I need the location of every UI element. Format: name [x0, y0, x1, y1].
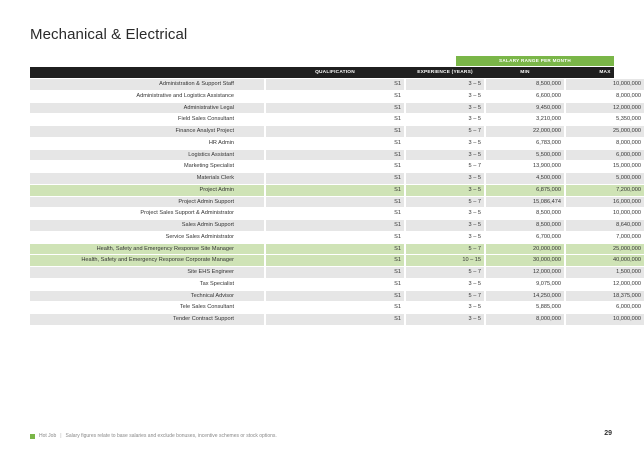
max-salary-cell-text: 7,000,000 [616, 233, 641, 240]
qualification-cell-text: S1 [394, 163, 401, 170]
max-salary-cell-text: 5,000,000 [616, 175, 641, 181]
min-salary-cell [486, 114, 564, 125]
max-salary-cell [566, 91, 644, 102]
min-salary-cell-text: 14,250,000 [533, 292, 561, 299]
qualification-cell [266, 91, 404, 102]
table-row [30, 208, 641, 220]
experience-cell [406, 232, 484, 243]
experience-cell-text: 5 – 7 [468, 128, 481, 134]
qualification-cell-text: S1 [394, 175, 401, 181]
table-row [30, 138, 641, 150]
qualification-cell [266, 255, 404, 266]
max-salary-cell [566, 232, 644, 243]
experience-cell-text: 3 – 5 [468, 92, 481, 99]
job-title-cell [30, 150, 236, 161]
experience-cell [406, 91, 484, 102]
max-salary-cell-text: 1,500,000 [616, 269, 641, 275]
qualification-cell-text: S1 [394, 139, 401, 146]
min-salary-cell-text: 13,900,000 [533, 163, 561, 170]
experience-cell-text: 5 – 7 [468, 292, 481, 299]
job-title-cell [30, 103, 236, 114]
qualification-cell-text: S1 [394, 222, 401, 228]
min-salary-cell [486, 79, 564, 90]
max-salary-cell [566, 244, 644, 255]
min-salary-cell-text: 8,500,000 [536, 81, 561, 87]
max-salary-cell [566, 138, 644, 149]
qualification-cell [266, 314, 404, 325]
table-row [30, 91, 641, 103]
qualification-cell [266, 291, 404, 302]
max-salary-cell-text: 12,000,000 [613, 104, 641, 111]
qualification-cell-text: S1 [394, 104, 401, 111]
job-title-cell [30, 161, 236, 172]
job-title-cell-text: Project Admin [199, 186, 234, 193]
job-title-cell [30, 279, 236, 290]
max-salary-cell [566, 302, 644, 313]
qualification-cell-text: S1 [394, 92, 401, 99]
min-salary-cell [486, 138, 564, 149]
experience-cell [406, 267, 484, 278]
job-title-cell [30, 138, 236, 149]
table-row [30, 150, 641, 162]
salary-range-header: SALARY RANGE PER MONTH [456, 56, 614, 66]
qualification-cell [266, 220, 404, 231]
experience-cell-text: 5 – 7 [468, 198, 481, 205]
experience-cell [406, 185, 484, 196]
max-salary-cell-text: 25,000,000 [613, 128, 641, 134]
experience-cell-text: 3 – 5 [468, 280, 481, 287]
job-title-cell-text: Technical Advisor [190, 292, 234, 299]
qualification-cell [266, 114, 404, 125]
qualification-cell [266, 185, 404, 196]
max-salary-cell [566, 220, 644, 231]
experience-cell [406, 138, 484, 149]
table-row [30, 185, 641, 197]
table-row [30, 232, 641, 244]
experience-cell [406, 103, 484, 114]
min-salary-cell [486, 244, 564, 255]
min-salary-cell-text: 8,000,000 [536, 316, 561, 322]
min-salary-cell [486, 279, 564, 290]
job-title-cell [30, 91, 236, 102]
experience-cell-text: 3 – 5 [468, 81, 481, 87]
job-title-cell-text: Health, Safety and Emergency Response Corporate Manager [81, 257, 234, 264]
qualification-cell [266, 244, 404, 255]
experience-cell [406, 173, 484, 184]
table-row [30, 291, 641, 303]
max-salary-cell-text: 10,000,000 [613, 210, 641, 217]
qualification-cell-text: S1 [394, 257, 401, 264]
experience-cell [406, 208, 484, 219]
table-row [30, 197, 641, 209]
experience-cell [406, 291, 484, 302]
job-title-cell [30, 185, 236, 196]
max-salary-cell [566, 267, 644, 278]
max-salary-cell [566, 103, 644, 114]
max-salary-cell [566, 279, 644, 290]
qualification-cell-text: S1 [394, 292, 401, 299]
max-salary-cell-text: 10,000,000 [613, 81, 641, 87]
qualification-cell-text: S1 [394, 128, 401, 134]
experience-cell [406, 114, 484, 125]
max-salary-cell-text: 15,000,000 [613, 163, 641, 170]
experience-cell [406, 197, 484, 208]
page-number: 29 [604, 430, 612, 437]
job-title-cell-text: Materials Clerk [196, 175, 234, 181]
min-salary-cell [486, 150, 564, 161]
max-salary-cell-text: 25,000,000 [613, 245, 641, 252]
table-row [30, 267, 641, 279]
experience-cell [406, 255, 484, 266]
min-salary-cell [486, 314, 564, 325]
min-salary-cell-text: 30,000,000 [533, 257, 561, 264]
qualification-cell [266, 161, 404, 172]
experience-cell [406, 220, 484, 231]
job-title-cell [30, 232, 236, 243]
min-salary-cell [486, 302, 564, 313]
table-header [30, 67, 614, 78]
table-row [30, 255, 641, 267]
job-title-cell [30, 255, 236, 266]
experience-cell [406, 126, 484, 137]
max-salary-cell [566, 185, 644, 196]
job-title-cell-text: Tax Specialist [199, 280, 234, 287]
experience-cell-text: 3 – 5 [468, 316, 481, 322]
footer [30, 433, 277, 439]
max-salary-cell-text: 16,000,000 [613, 198, 641, 205]
experience-cell-text: 5 – 7 [468, 163, 481, 170]
min-salary-cell-text: 3,210,000 [536, 116, 561, 123]
job-title-cell-text: Tele Sales Consultant [179, 304, 234, 311]
min-salary-cell-text: 15,086,474 [533, 198, 561, 205]
min-salary-cell-text: 8,500,000 [536, 222, 561, 228]
job-title-cell-text: Project Sales Support & Administrator [140, 210, 234, 217]
experience-cell-text: 3 – 5 [468, 222, 481, 228]
job-title-cell [30, 267, 236, 278]
min-salary-cell [486, 185, 564, 196]
max-salary-cell [566, 114, 644, 125]
page-title: Mechanical & Electrical [30, 26, 188, 43]
job-title-cell-text: Administrative Legal [183, 104, 234, 111]
qualification-cell-text: S1 [394, 269, 401, 275]
job-title-cell-text: Marketing Specialist [183, 163, 234, 170]
experience-cell-text: 10 – 15 [462, 257, 481, 264]
table-row [30, 103, 641, 115]
experience-cell [406, 244, 484, 255]
job-title-cell [30, 244, 236, 255]
footer-note: Salary figures relate to base salaries and exclude bonuses, incentive schemes or stock options. [65, 433, 277, 439]
experience-cell-text: 3 – 5 [468, 210, 481, 217]
max-salary-cell-text: 6,000,000 [616, 304, 641, 311]
experience-cell-text: 3 – 5 [468, 175, 481, 181]
experience-cell-text: 5 – 7 [468, 245, 481, 252]
experience-cell-text: 3 – 5 [468, 116, 481, 123]
min-salary-cell [486, 220, 564, 231]
min-salary-cell-text: 6,875,000 [536, 186, 561, 193]
qualification-cell-text: S1 [394, 81, 401, 87]
max-salary-cell-text: 7,200,000 [616, 186, 641, 193]
min-salary-cell [486, 173, 564, 184]
footer-brand: Hot Job [39, 433, 57, 439]
table-row [30, 79, 641, 91]
salary-table-body [30, 79, 641, 326]
qualification-cell-text: S1 [394, 245, 401, 252]
qualification-cell-text: S1 [394, 316, 401, 322]
qualification-cell-text: S1 [394, 210, 401, 217]
min-salary-cell-text: 9,450,000 [536, 104, 561, 111]
job-title-cell-text: Site EHS Engineer [187, 269, 234, 275]
min-salary-cell-text: 20,000,000 [533, 245, 561, 252]
min-salary-cell [486, 197, 564, 208]
min-salary-cell-text: 4,500,000 [536, 175, 561, 181]
job-title-cell [30, 220, 236, 231]
qualification-cell [266, 150, 404, 161]
min-salary-cell [486, 267, 564, 278]
experience-cell [406, 150, 484, 161]
min-salary-cell [486, 291, 564, 302]
max-salary-cell-text: 5,350,000 [616, 116, 641, 123]
experience-cell-text: 3 – 5 [468, 233, 481, 240]
table-row [30, 126, 641, 138]
qualification-cell [266, 138, 404, 149]
experience-cell [406, 314, 484, 325]
min-salary-cell [486, 208, 564, 219]
max-salary-cell [566, 255, 644, 266]
qualification-cell-text: S1 [394, 186, 401, 193]
min-salary-cell-text: 6,600,000 [536, 92, 561, 99]
footer-separator: | [60, 433, 62, 439]
experience-cell-text: 3 – 5 [468, 151, 481, 158]
max-salary-cell [566, 150, 644, 161]
table-row [30, 220, 641, 232]
min-salary-cell [486, 126, 564, 137]
qualification-cell [266, 302, 404, 313]
table-row [30, 114, 641, 126]
table-row [30, 161, 641, 173]
experience-cell-text: 3 – 5 [468, 104, 481, 111]
min-salary-cell-text: 5,885,000 [536, 304, 561, 311]
job-title-cell [30, 291, 236, 302]
max-salary-cell [566, 197, 644, 208]
min-salary-cell-text: 9,075,000 [536, 280, 561, 287]
qualification-cell-text: S1 [394, 233, 401, 240]
min-salary-cell-text: 6,783,000 [536, 139, 561, 146]
qualification-cell [266, 79, 404, 90]
job-title-cell [30, 197, 236, 208]
job-title-cell [30, 114, 236, 125]
qualification-cell [266, 267, 404, 278]
header-qualification: QUALIFICATION [315, 70, 355, 75]
max-salary-cell-text: 8,000,000 [616, 139, 641, 146]
max-salary-cell-text: 18,375,000 [613, 292, 641, 299]
qualification-cell [266, 173, 404, 184]
job-title-cell-text: Field Sales Consultant [178, 116, 234, 123]
max-salary-cell-text: 12,000,000 [613, 280, 641, 287]
job-title-cell-text: Sales Admin Support [181, 222, 234, 228]
qualification-cell [266, 197, 404, 208]
experience-cell-text: 3 – 5 [468, 186, 481, 193]
job-title-cell [30, 208, 236, 219]
header-experience: EXPERIENCE (YEARS) [417, 70, 473, 75]
experience-cell-text: 3 – 5 [468, 304, 481, 311]
qualification-cell-text: S1 [394, 151, 401, 158]
job-title-cell-text: Service Sales Administrator [165, 233, 234, 240]
qualification-cell [266, 279, 404, 290]
min-salary-cell [486, 255, 564, 266]
qualification-cell [266, 232, 404, 243]
brand-square-icon [30, 434, 35, 439]
qualification-cell-text: S1 [394, 116, 401, 123]
min-salary-cell-text: 22,000,000 [533, 128, 561, 134]
min-salary-cell [486, 91, 564, 102]
job-title-cell-text: Tender Contract Support [173, 316, 234, 322]
table-row [30, 244, 641, 256]
min-salary-cell-text: 8,500,000 [536, 210, 561, 217]
job-title-cell-text: Health, Safety and Emergency Response Site Manager [96, 245, 234, 252]
max-salary-cell-text: 6,000,000 [616, 151, 641, 158]
job-title-cell-text: HR Admin [208, 139, 234, 146]
max-salary-cell-text: 10,000,000 [613, 316, 641, 322]
min-salary-cell-text: 6,700,000 [536, 233, 561, 240]
experience-cell [406, 79, 484, 90]
max-salary-cell [566, 173, 644, 184]
max-salary-cell [566, 208, 644, 219]
min-salary-cell [486, 161, 564, 172]
table-row [30, 314, 641, 326]
max-salary-cell-text: 8,640,000 [616, 222, 641, 228]
job-title-cell-text: Project Admin Support [178, 198, 234, 205]
qualification-cell-text: S1 [394, 198, 401, 205]
experience-cell [406, 279, 484, 290]
job-title-cell [30, 314, 236, 325]
max-salary-cell [566, 314, 644, 325]
max-salary-cell [566, 79, 644, 90]
min-salary-cell-text: 5,500,000 [536, 151, 561, 158]
header-min: MIN [520, 70, 530, 75]
table-row [30, 279, 641, 291]
job-title-cell-text: Finance Analyst Project [175, 128, 234, 134]
job-title-cell-text: Logistics Assistant [188, 151, 234, 158]
experience-cell [406, 302, 484, 313]
qualification-cell [266, 126, 404, 137]
job-title-cell [30, 126, 236, 137]
job-title-cell [30, 79, 236, 90]
table-row [30, 302, 641, 314]
min-salary-cell [486, 103, 564, 114]
qualification-cell-text: S1 [394, 280, 401, 287]
experience-cell [406, 161, 484, 172]
job-title-cell-text: Administration & Support Staff [159, 81, 234, 87]
max-salary-cell-text: 8,000,000 [616, 92, 641, 99]
min-salary-cell [486, 232, 564, 243]
job-title-cell [30, 173, 236, 184]
min-salary-cell-text: 12,000,000 [533, 269, 561, 275]
max-salary-cell [566, 291, 644, 302]
qualification-cell [266, 208, 404, 219]
qualification-cell-text: S1 [394, 304, 401, 311]
experience-cell-text: 3 – 5 [468, 139, 481, 146]
job-title-cell-text: Administrative and Logistics Assistance [136, 92, 234, 99]
qualification-cell [266, 103, 404, 114]
experience-cell-text: 5 – 7 [468, 269, 481, 275]
job-title-cell [30, 302, 236, 313]
max-salary-cell-text: 40,000,000 [613, 257, 641, 264]
header-max: MAX [599, 70, 611, 75]
max-salary-cell [566, 161, 644, 172]
table-row [30, 173, 641, 185]
max-salary-cell [566, 126, 644, 137]
